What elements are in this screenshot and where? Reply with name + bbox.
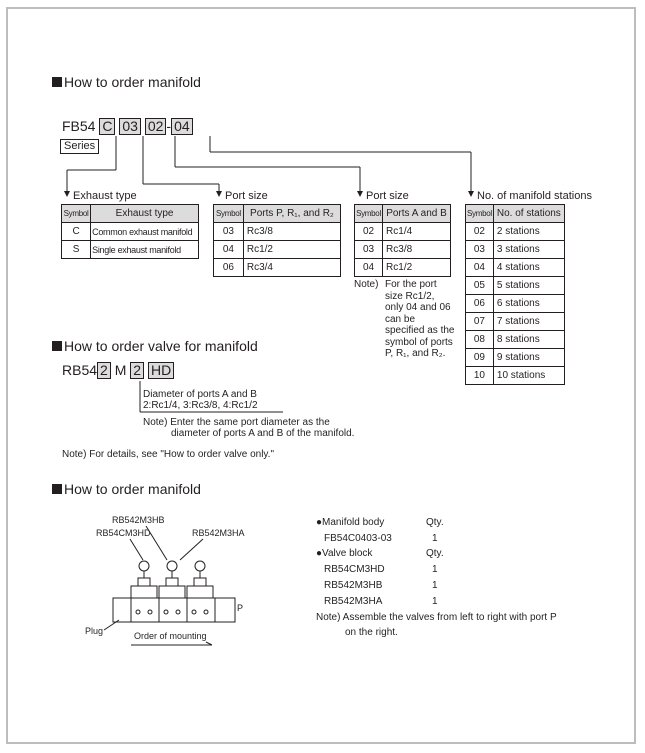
manifold-body-heading: ●Manifold body — [316, 517, 385, 528]
table-row: 07 7 stations — [466, 313, 565, 331]
table-row: 02 Rc1/4 — [355, 223, 451, 241]
port-size-table: Symbol Ports P, R₁, and R₂ 03 Rc3/8 04 Rc1/2 06 Rc3/4 — [213, 204, 341, 277]
series-label: Series — [60, 139, 99, 154]
valve-model: RB542M3HA — [324, 596, 383, 607]
port-size-ab-label: Port size — [366, 190, 409, 202]
port-note: For the port size Rc1/2, only 04 and 06 can be specified as the symbol of ports P, R₁, and R₂. — [385, 279, 455, 359]
valve-model: RB542M3HB — [324, 580, 383, 591]
valve-desc-line2: 2:Rc1/4, 3:Rc3/8, 4:Rc1/2 — [143, 400, 258, 411]
stations-label: No. of manifold stations — [477, 190, 592, 202]
code-box-stations: 04 — [171, 118, 193, 135]
code-box-port-size: 03 — [119, 118, 141, 135]
qty-heading-2: Qty. — [426, 548, 444, 559]
table-row: C Common exhaust manifold — [62, 223, 199, 241]
manifold-qty: 1 — [432, 533, 438, 544]
table-row: 09 9 stations — [466, 349, 565, 367]
valve-label-hd: RB54CM3HD — [96, 528, 151, 538]
table-row: 10 10 stations — [466, 367, 565, 385]
code-box-valve-hd: HD — [148, 362, 174, 379]
code-box-exhaust: C — [99, 118, 115, 135]
manifold-model: FB54C0403-03 — [324, 533, 392, 544]
valve-qty: 1 — [432, 596, 438, 607]
section-title-manifold-example: How to order manifold — [52, 481, 201, 497]
assembly-note-line2: on the right. — [345, 627, 398, 638]
exhaust-type-table: Symbol Exhaust type C Common exhaust manifold S Single exhaust manifold — [61, 204, 199, 259]
table-row: 06 6 stations — [466, 295, 565, 313]
stations-table: Symbol No. of stations 02 2 stations 03 3 stations 04 4 stations 05 5 stations 06 6 stations 07 7 stations 08 8 stations 09 9 stations 10 10 stations — [465, 204, 565, 385]
manifold-order-code: FB54 C 03 02 - 04 — [62, 118, 193, 135]
valve-label-hb: RB542M3HB — [112, 515, 165, 525]
valve-order-code: RB54 2 M 2 HD — [62, 362, 174, 379]
valve-qty: 1 — [432, 580, 438, 591]
assembly-note-line1: Note) Assemble the valves from left to right with port P — [316, 612, 557, 623]
table-row: 03 Rc3/8 — [355, 241, 451, 259]
table-row: 08 8 stations — [466, 331, 565, 349]
table-row: 04 4 stations — [466, 259, 565, 277]
table-row: 03 3 stations — [466, 241, 565, 259]
valve-note-line1: Note) Enter the same port diameter as the — [143, 417, 330, 428]
order-of-mounting-label: Order of mounting — [134, 631, 207, 641]
table-row: 04 Rc1/2 — [214, 241, 341, 259]
port-ab-table: Symbol Ports A and B 02 Rc1/4 03 Rc3/8 04 Rc1/2 — [354, 204, 451, 277]
code-box-port-ab: 02 — [145, 118, 167, 135]
table-row: 06 Rc3/4 — [214, 259, 341, 277]
table-row: 04 Rc1/2 — [355, 259, 451, 277]
table-row: S Single exhaust manifold — [62, 241, 199, 259]
plug-label: Plug — [85, 626, 104, 636]
valve-qty: 1 — [432, 564, 438, 575]
valve-desc-line1: Diameter of ports A and B — [143, 389, 257, 400]
section-title-manifold: How to order manifold — [52, 74, 201, 90]
qty-heading-1: Qty. — [426, 517, 444, 528]
code-box-valve-2: 2 — [130, 362, 144, 379]
port-p-label: P — [237, 603, 244, 613]
port-note-prefix: Note) — [354, 279, 379, 290]
table-row: 02 2 stations — [466, 223, 565, 241]
valve-block-heading: ●Valve block — [316, 548, 373, 559]
section-title-valve: How to order valve for manifold — [52, 338, 258, 354]
details-note: Note) For details, see "How to order valve only." — [62, 449, 275, 460]
valve-model: RB54CM3HD — [324, 564, 385, 575]
table-row: 03 Rc3/8 — [214, 223, 341, 241]
code-box-port-diameter: 2 — [97, 362, 111, 379]
exhaust-type-label: Exhaust type — [73, 190, 137, 202]
port-size-label: Port size — [225, 190, 268, 202]
table-row: 05 5 stations — [466, 277, 565, 295]
valve-note-line2: diameter of ports A and B of the manifold. — [171, 428, 355, 439]
valve-label-ha: RB542M3HA — [192, 528, 245, 538]
